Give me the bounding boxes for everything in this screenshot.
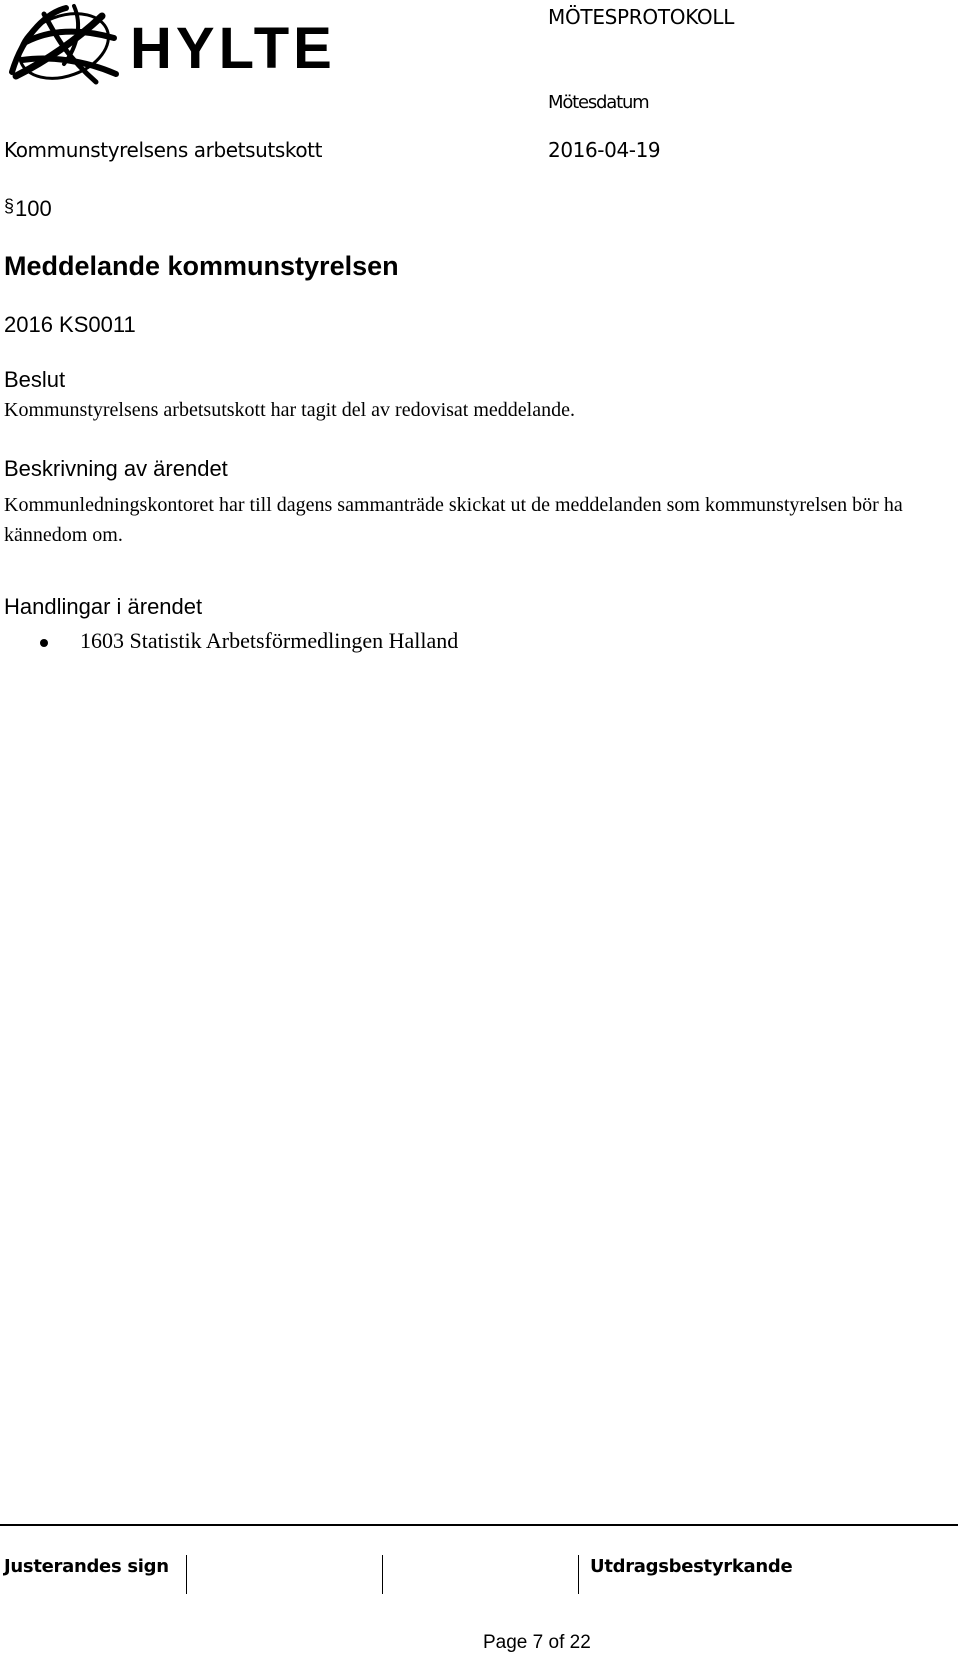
signature-box-divider <box>578 1555 579 1594</box>
extract-certification-label: Utdragsbestyrkande <box>590 1556 793 1577</box>
case-number: 2016 KS0011 <box>4 312 136 337</box>
hylte-logo <box>4 2 344 86</box>
signature-box-divider <box>186 1555 187 1594</box>
document-list-item: 1603 Statistik Arbetsförmedlingen Halland <box>80 628 459 653</box>
document-type: MÖTESPROTOKOLL <box>548 5 735 29</box>
section-number-value: 100 <box>15 196 52 221</box>
description-heading: Beskrivning av ärendet <box>4 456 228 481</box>
meeting-date: 2016-04-19 <box>548 138 661 162</box>
decision-heading: Beslut <box>4 367 66 392</box>
item-title: Meddelande kommunstyrelsen <box>4 251 399 281</box>
documents-heading: Handlingar i ärendet <box>4 594 203 619</box>
section-symbol: § <box>4 196 15 216</box>
footer-divider <box>0 1524 958 1526</box>
section-number <box>4 196 52 222</box>
page-number: Page 7 of 22 <box>483 1632 591 1653</box>
adjusters-sign-label: Justerandes sign <box>4 1556 169 1577</box>
brand-wordmark: HYLTE <box>130 16 336 81</box>
signature-box-divider <box>382 1555 383 1594</box>
committee-name: Kommunstyrelsens arbetsutskott <box>4 138 323 162</box>
hylte-emblem-icon <box>4 2 344 86</box>
meeting-date-label: Mötesdatum <box>548 92 649 113</box>
decision-text: Kommunstyrelsens arbetsutskott har tagit del av redovisat meddelande. <box>4 399 575 421</box>
bullet-icon <box>40 639 48 647</box>
description-text: Kommunledningskontoret har till dagens sammanträde skickat ut de meddelanden som kommunstyrelsen bör ha kännedom om. <box>4 494 903 546</box>
